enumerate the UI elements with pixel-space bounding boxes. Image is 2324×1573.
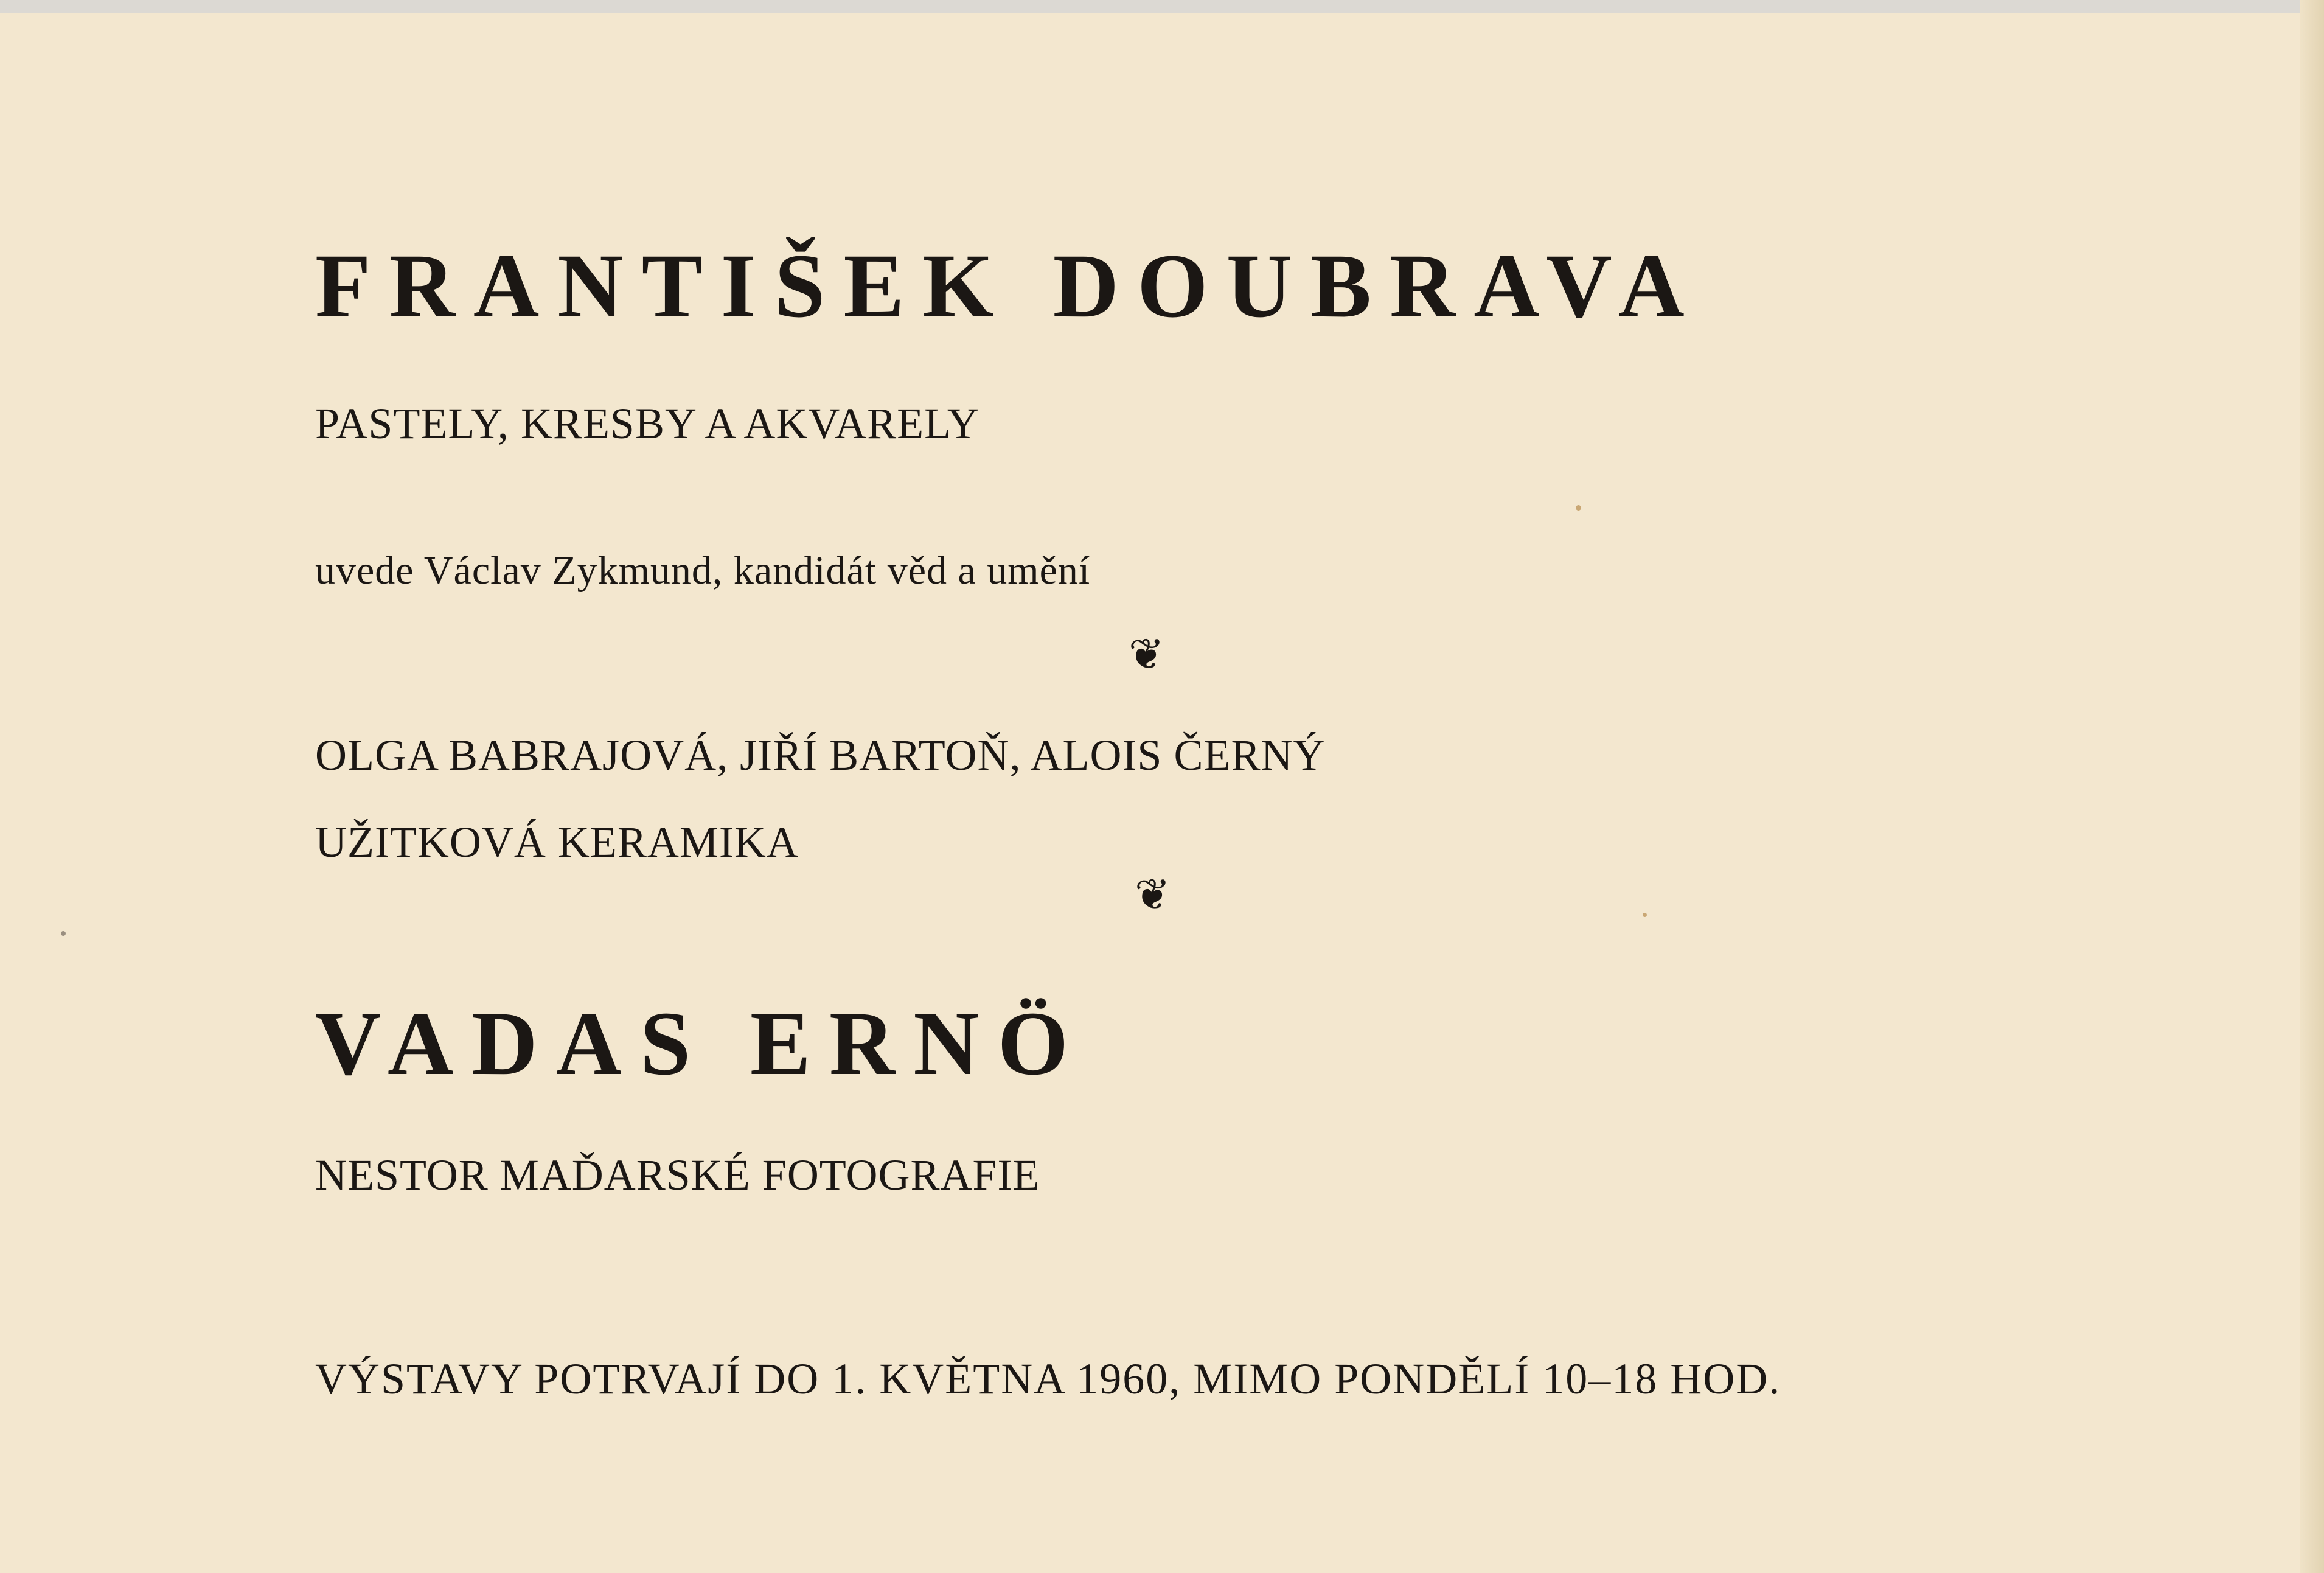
paper-right-edge bbox=[2300, 0, 2324, 1573]
paper-speck bbox=[1643, 913, 1647, 917]
ornament-divider-2: ❦ bbox=[1135, 870, 1171, 919]
paper-speck bbox=[1576, 505, 1581, 511]
paper-speck bbox=[61, 931, 66, 936]
photography-subtitle: NESTOR MAĎARSKÉ FOTOGRAFIE bbox=[315, 1151, 1040, 1199]
artists-ceramics: OLGA BABRAJOVÁ, JIŘÍ BARTOŇ, ALOIS ČERNÝ bbox=[315, 731, 1326, 780]
works-subtitle-1: PASTELY, KRESBY A AKVARELY bbox=[315, 399, 979, 448]
ornament-divider-1: ❦ bbox=[1129, 629, 1164, 679]
works-subtitle-2: UŽITKOVÁ KERAMIKA bbox=[315, 818, 799, 867]
exhibition-dates-footer: VÝSTAVY POTRVAJÍ DO 1. KVĚTNA 1960, MIMO PONDĚLÍ 10–18 HOD. bbox=[315, 1355, 1781, 1403]
introduction-line: uvede Václav Zykmund, kandidát věd a umění bbox=[315, 548, 1091, 593]
paper-top-edge bbox=[0, 0, 2324, 13]
artist-name-doubrava: FRANTIŠEK DOUBRAVA bbox=[315, 235, 1703, 337]
artist-name-vadas: VADAS ERNÖ bbox=[315, 993, 1087, 1094]
